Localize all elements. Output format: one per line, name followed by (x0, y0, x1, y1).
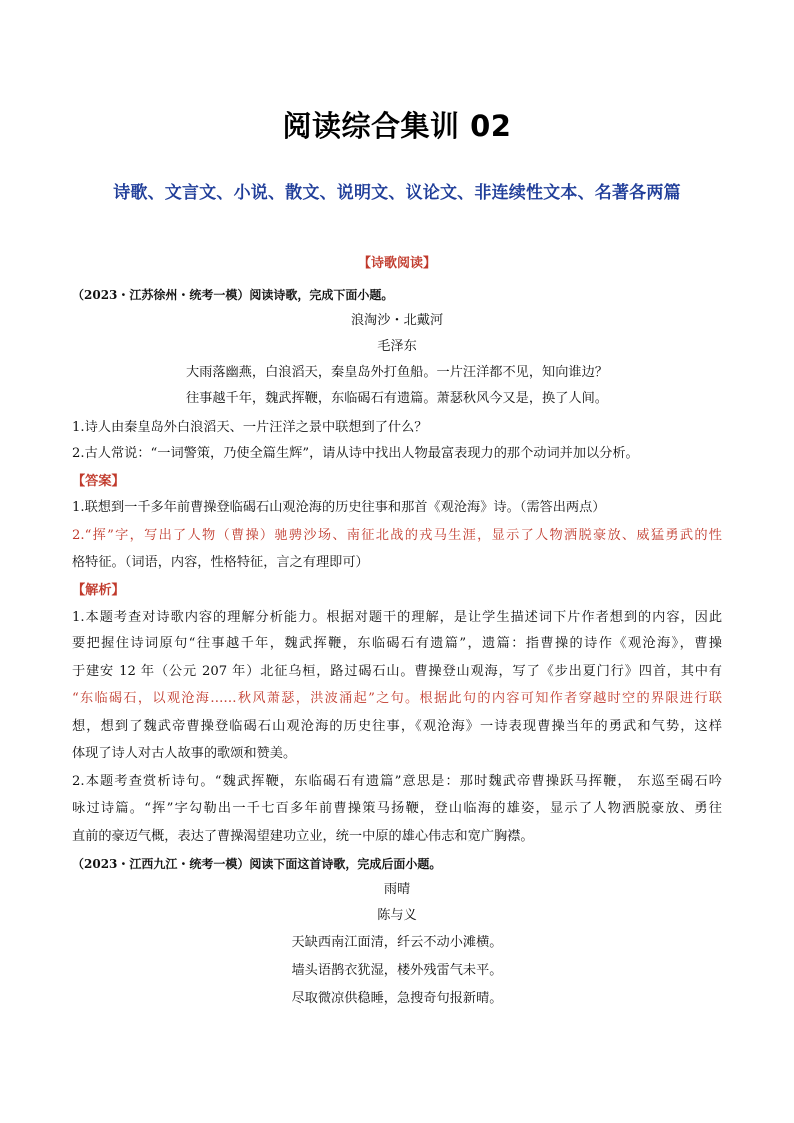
analysis-line: 体现了诗人对古人故事的歌颂和赞美。 (72, 746, 297, 761)
page-subtitle: 诗歌、文言文、小说、散文、说明文、议论文、非连续性文本、名著各两篇 (113, 183, 681, 203)
q1-poem-author: 毛泽东 (377, 339, 417, 354)
q1-poem-line: 大雨落幽燕，白浪滔天，秦皇岛外打鱼船。一片汪洋都不见，知向谁边？ (186, 365, 608, 380)
answer-line: 2.“挥”字，写出了人物（曹操）驰骋沙场、南征北战的戎马生涯，显示了人物洒脱豪放、威猛勇武的性 (72, 528, 722, 543)
q1-poem-line: 往事越千年，魏武挥鞭，东临碣石有遗篇。萧瑟秋风今又是，换了人间。 (186, 391, 608, 406)
q1-poem-title: 浪淘沙・北戴河 (350, 313, 444, 328)
q2-poem-title: 雨晴 (383, 882, 411, 897)
q1-question: 1.诗人由秦皇岛外白浪滔天、一片汪洋之景中联想到了什么？ (72, 420, 428, 435)
answer-line: 格特征。（词语，内容，性格特征，言之有理即可） (72, 555, 369, 570)
q2-poem-line: 尽取微凉供稳睡，急搜奇句报新晴。 (291, 991, 503, 1006)
q2-poem-line: 墙头语鹊衣犹湿，楼外残雷气未平。 (291, 963, 503, 978)
q2-poem-author: 陈与义 (377, 908, 417, 923)
answer-label: 【答案】 (72, 474, 125, 489)
analysis-line: 于建安 12 年（公元 207 年）北征乌桓，路过碣石山。曹操登山观海，写了《步出夏门行》四首，其中有 (72, 664, 722, 679)
section-heading-poetry: 【诗歌阅读】 (357, 256, 436, 271)
page-title: 阅读综合集训 02 (282, 109, 512, 143)
q1-question: 2.古人常说：“一词警策，乃使全篇生辉”，请从诗中找出人物最富表现力的那个动词并加以分析。 (72, 446, 639, 461)
analysis-label: 【解析】 (72, 583, 125, 598)
analysis-line: “东临碣石，以观沧海……秋风萧瑟，洪波涌起”之句。根据此句的内容可知作者穿越时空的界限进行联 (72, 691, 722, 706)
analysis-line: 1.本题考查对诗歌内容的理解分析能力。根据对题干的理解，是让学生描述词下片作者想到的内容，因此 (72, 610, 722, 625)
analysis-line: 咏过诗篇。“挥”字勾勒出一千七百多年前曹操策马扬鞭，登山临海的雄姿，显示了人物洒脱豪放、勇往 (72, 801, 722, 816)
analysis-line: 要把握住诗词原句“往事越千年，魏武挥鞭，东临碣石有遗篇”，遗篇：指曹操的诗作《观沧海》，曹操 (72, 636, 722, 651)
q2-source: （2023・江西九江・统考一模）阅读下面这首诗歌，完成后面小题。 (72, 857, 442, 871)
q2-poem-line: 天缺西南江面清，纤云不动小滩横。 (291, 935, 503, 950)
analysis-line: 想，想到了魏武帝曹操登临碣石山观沧海的历史往事，《观沧海》一诗表现曹操当年的勇武和气势，这样 (72, 719, 722, 734)
answer-line: 1.联想到一千多年前曹操登临碣石山观沧海的历史往事和那首《观沧海》诗。（需答出两点） (72, 500, 606, 515)
analysis-line: 2.本题考查赏析诗句。“魏武挥鞭，东临碣石有遗篇”意思是：那时魏武帝曹操跃马挥鞭， 东巡至碣石吟 (72, 774, 722, 789)
analysis-line: 直前的豪迈气概，表达了曹操渴望建功立业，统一中原的雄心伟志和宽广胸襟。 (72, 829, 534, 844)
q1-source: （2023・江苏徐州・统考一模）阅读诗歌，完成下面小题。 (72, 288, 394, 302)
